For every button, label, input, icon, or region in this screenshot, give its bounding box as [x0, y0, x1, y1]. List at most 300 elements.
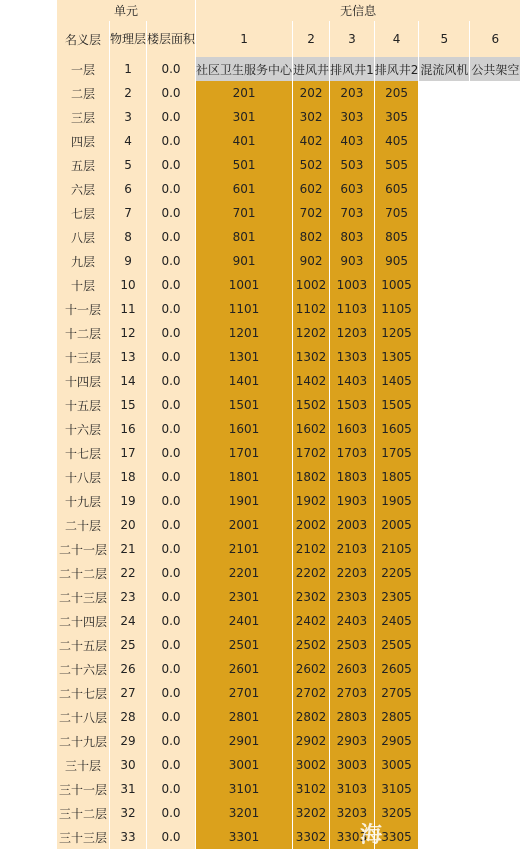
floor-area: 0.0 [147, 729, 195, 753]
floor-physical: 14 [110, 369, 146, 393]
empty-cell [419, 369, 469, 393]
empty-cell [419, 153, 469, 177]
room-cell[interactable]: 1005 [375, 273, 419, 297]
floor-name: 二十六层 [57, 657, 109, 681]
room-cell[interactable]: 1203 [330, 321, 374, 345]
empty-cell [470, 297, 520, 321]
room-cell[interactable]: 3203 [330, 801, 374, 825]
room-cell[interactable]: 1205 [375, 321, 419, 345]
empty-cell [470, 729, 520, 753]
empty-cell [419, 753, 469, 777]
room-cell[interactable]: 3001 [196, 753, 292, 777]
table-row [57, 249, 520, 273]
room-cell[interactable]: 701 [196, 201, 292, 225]
floor-name: 十层 [57, 273, 109, 297]
room-cell[interactable]: 2203 [330, 561, 374, 585]
floor-name: 二十八层 [57, 705, 109, 729]
room-cell[interactable]: 803 [330, 225, 374, 249]
room-cell[interactable]: 2701 [196, 681, 292, 705]
floor-name: 十四层 [57, 369, 109, 393]
room-cell[interactable]: 1505 [375, 393, 419, 417]
floor-physical: 32 [110, 801, 146, 825]
floor-area: 0.0 [147, 297, 195, 321]
room-cell[interactable]: 1905 [375, 489, 419, 513]
room-col-header: 1 [196, 21, 292, 57]
empty-cell [419, 249, 469, 273]
floor-physical: 1 [110, 57, 146, 81]
floor-physical: 31 [110, 777, 146, 801]
empty-cell [470, 417, 520, 441]
room-cell[interactable]: 1103 [330, 297, 374, 321]
empty-cell [419, 633, 469, 657]
room-cell[interactable]: 805 [375, 225, 419, 249]
floor-name: 二十三层 [57, 585, 109, 609]
floor-name: 二十层 [57, 513, 109, 537]
room-cell[interactable]: 3105 [375, 777, 419, 801]
floor-name: 五层 [57, 153, 109, 177]
room-cell[interactable]: 1305 [375, 345, 419, 369]
empty-cell [419, 705, 469, 729]
room-cell[interactable]: 3301 [196, 825, 292, 849]
floor-physical: 5 [110, 153, 146, 177]
room-cell[interactable]: 201 [196, 81, 292, 105]
floor-area: 0.0 [147, 489, 195, 513]
room-cell[interactable]: 1903 [330, 489, 374, 513]
empty-cell [470, 441, 520, 465]
room-cell[interactable]: 公共架空 [470, 57, 520, 81]
empty-cell [470, 585, 520, 609]
table-row [57, 57, 520, 81]
table-row [57, 801, 520, 825]
room-cell[interactable]: 2003 [330, 513, 374, 537]
room-cell[interactable]: 1902 [293, 489, 329, 513]
empty-cell [419, 681, 469, 705]
room-cell[interactable]: 2602 [293, 657, 329, 681]
room-cell[interactable]: 2502 [293, 633, 329, 657]
room-cell[interactable]: 403 [330, 129, 374, 153]
floor-area: 0.0 [147, 657, 195, 681]
floor-name: 十六层 [57, 417, 109, 441]
floor-area: 0.0 [147, 57, 195, 81]
room-cell[interactable]: 2505 [375, 633, 419, 657]
room-cell[interactable]: 605 [375, 177, 419, 201]
floor-area: 0.0 [147, 393, 195, 417]
room-cell[interactable]: 3003 [330, 753, 374, 777]
floor-area: 0.0 [147, 417, 195, 441]
empty-cell [470, 105, 520, 129]
floor-physical: 15 [110, 393, 146, 417]
floor-area: 0.0 [147, 825, 195, 849]
floor-physical: 12 [110, 321, 146, 345]
empty-cell [470, 561, 520, 585]
room-cell[interactable]: 1501 [196, 393, 292, 417]
empty-cell [470, 609, 520, 633]
room-cell[interactable]: 1701 [196, 441, 292, 465]
table-row [57, 81, 520, 105]
room-cell[interactable]: 1201 [196, 321, 292, 345]
room-cell[interactable]: 1105 [375, 297, 419, 321]
empty-cell [470, 681, 520, 705]
room-cell[interactable]: 801 [196, 225, 292, 249]
room-cell[interactable]: 1602 [293, 417, 329, 441]
floor-name: 三十一层 [57, 777, 109, 801]
room-cell[interactable]: 排风井2 [375, 57, 419, 81]
room-cell[interactable]: 1901 [196, 489, 292, 513]
floor-name: 十二层 [57, 321, 109, 345]
empty-cell [470, 513, 520, 537]
room-cell[interactable]: 205 [375, 81, 419, 105]
unit-group-header: 单元 [57, 0, 195, 21]
table-row [57, 753, 520, 777]
empty-cell [419, 801, 469, 825]
room-cell[interactable]: 303 [330, 105, 374, 129]
room-cell[interactable]: 601 [196, 177, 292, 201]
floor-area: 0.0 [147, 801, 195, 825]
floor-physical: 21 [110, 537, 146, 561]
floor-physical: 9 [110, 249, 146, 273]
table-row [57, 825, 520, 849]
room-cell[interactable]: 1001 [196, 273, 292, 297]
floor-physical: 10 [110, 273, 146, 297]
floor-name: 二层 [57, 81, 109, 105]
room-cell[interactable]: 1302 [293, 345, 329, 369]
empty-cell [419, 825, 469, 849]
room-cell[interactable]: 2705 [375, 681, 419, 705]
room-cell[interactable]: 3002 [293, 753, 329, 777]
room-cell[interactable]: 901 [196, 249, 292, 273]
room-cell[interactable]: 2503 [330, 633, 374, 657]
physical-floor-header: 物理层 [110, 21, 146, 57]
empty-cell [470, 657, 520, 681]
floor-physical: 4 [110, 129, 146, 153]
watermark: 海 [360, 823, 385, 848]
room-col-header: 2 [293, 21, 329, 57]
floor-area: 0.0 [147, 633, 195, 657]
room-cell[interactable]: 2001 [196, 513, 292, 537]
empty-cell [470, 369, 520, 393]
empty-cell [419, 105, 469, 129]
room-cell[interactable]: 2901 [196, 729, 292, 753]
floor-name: 六层 [57, 177, 109, 201]
room-cell[interactable]: 1803 [330, 465, 374, 489]
room-cell[interactable]: 405 [375, 129, 419, 153]
floor-name: 十三层 [57, 345, 109, 369]
floor-area: 0.0 [147, 777, 195, 801]
empty-cell [470, 321, 520, 345]
room-cell[interactable]: 1605 [375, 417, 419, 441]
empty-cell [419, 513, 469, 537]
room-cell[interactable]: 2302 [293, 585, 329, 609]
floor-area: 0.0 [147, 225, 195, 249]
room-cell[interactable]: 1303 [330, 345, 374, 369]
room-cell[interactable]: 2903 [330, 729, 374, 753]
room-cell[interactable]: 1003 [330, 273, 374, 297]
floor-name: 二十一层 [57, 537, 109, 561]
room-cell[interactable]: 2202 [293, 561, 329, 585]
floor-area: 0.0 [147, 345, 195, 369]
floor-physical: 24 [110, 609, 146, 633]
room-cell[interactable]: 1502 [293, 393, 329, 417]
empty-cell [419, 297, 469, 321]
room-cell[interactable]: 2601 [196, 657, 292, 681]
empty-cell [470, 129, 520, 153]
room-cell[interactable]: 2303 [330, 585, 374, 609]
room-cell[interactable]: 2005 [375, 513, 419, 537]
floor-area: 0.0 [147, 609, 195, 633]
table-row [57, 633, 520, 657]
room-cell[interactable]: 3103 [330, 777, 374, 801]
room-cell[interactable]: 2101 [196, 537, 292, 561]
table-row [57, 297, 520, 321]
room-cell[interactable]: 2803 [330, 705, 374, 729]
room-cell[interactable]: 2605 [375, 657, 419, 681]
floor-name: 十九层 [57, 489, 109, 513]
room-cell[interactable]: 混流风机 [419, 57, 469, 81]
empty-cell [419, 609, 469, 633]
room-cell[interactable]: 202 [293, 81, 329, 105]
floor-physical: 33 [110, 825, 146, 849]
room-cell[interactable]: 3305 [375, 825, 419, 849]
room-cell[interactable]: 2603 [330, 657, 374, 681]
room-cell[interactable]: 2002 [293, 513, 329, 537]
room-cell[interactable]: 1603 [330, 417, 374, 441]
floor-physical: 11 [110, 297, 146, 321]
room-cell[interactable]: 2102 [293, 537, 329, 561]
table-row [57, 345, 520, 369]
empty-cell [419, 489, 469, 513]
room-cell[interactable]: 2405 [375, 609, 419, 633]
floor-area: 0.0 [147, 105, 195, 129]
room-cell[interactable]: 2305 [375, 585, 419, 609]
table-row [57, 465, 520, 489]
floor-physical: 13 [110, 345, 146, 369]
empty-cell [470, 177, 520, 201]
floor-name: 一层 [57, 57, 109, 81]
floor-physical: 23 [110, 585, 146, 609]
empty-cell [419, 81, 469, 105]
room-cell[interactable]: 1202 [293, 321, 329, 345]
room-cell[interactable]: 2201 [196, 561, 292, 585]
floor-area: 0.0 [147, 153, 195, 177]
room-cell[interactable]: 3303 [330, 825, 374, 849]
room-cell[interactable]: 1702 [293, 441, 329, 465]
table-row [57, 489, 520, 513]
table-row [57, 705, 520, 729]
room-cell[interactable]: 602 [293, 177, 329, 201]
room-cell[interactable]: 305 [375, 105, 419, 129]
room-cell[interactable]: 1601 [196, 417, 292, 441]
floor-area: 0.0 [147, 705, 195, 729]
room-cell[interactable]: 1401 [196, 369, 292, 393]
room-cell[interactable]: 3201 [196, 801, 292, 825]
floor-name: 三层 [57, 105, 109, 129]
room-cell[interactable]: 3102 [293, 777, 329, 801]
floor-physical: 26 [110, 657, 146, 681]
room-cell[interactable]: 402 [293, 129, 329, 153]
empty-cell [419, 441, 469, 465]
table-row [57, 321, 520, 345]
empty-cell [419, 393, 469, 417]
room-col-header: 6 [470, 21, 520, 57]
room-cell[interactable]: 社区卫生服务中心 [196, 57, 292, 81]
floor-name: 三十三层 [57, 825, 109, 849]
table-row [57, 201, 520, 225]
table-row [57, 393, 520, 417]
room-cell[interactable]: 1102 [293, 297, 329, 321]
floor-physical: 17 [110, 441, 146, 465]
floor-physical: 3 [110, 105, 146, 129]
table-row [57, 585, 520, 609]
floor-area: 0.0 [147, 465, 195, 489]
floor-name: 三十层 [57, 753, 109, 777]
room-cell[interactable]: 1802 [293, 465, 329, 489]
empty-cell [419, 657, 469, 681]
room-cell[interactable]: 2103 [330, 537, 374, 561]
empty-cell [470, 153, 520, 177]
table-row [57, 441, 520, 465]
floor-physical: 8 [110, 225, 146, 249]
floor-physical: 30 [110, 753, 146, 777]
empty-cell [419, 561, 469, 585]
empty-cell [470, 465, 520, 489]
room-cell[interactable]: 3205 [375, 801, 419, 825]
floor-area: 0.0 [147, 249, 195, 273]
floor-physical: 27 [110, 681, 146, 705]
room-cell[interactable]: 1801 [196, 465, 292, 489]
room-cell[interactable]: 1403 [330, 369, 374, 393]
room-cell[interactable]: 2702 [293, 681, 329, 705]
room-cell[interactable]: 2703 [330, 681, 374, 705]
floor-physical: 22 [110, 561, 146, 585]
floor-physical: 29 [110, 729, 146, 753]
room-cell[interactable]: 2801 [196, 705, 292, 729]
floor-area: 0.0 [147, 129, 195, 153]
room-cell[interactable]: 2802 [293, 705, 329, 729]
room-cell[interactable]: 2205 [375, 561, 419, 585]
room-cell[interactable]: 1101 [196, 297, 292, 321]
floor-name: 八层 [57, 225, 109, 249]
floor-name: 十一层 [57, 297, 109, 321]
room-cell[interactable]: 2401 [196, 609, 292, 633]
floor-area-header: 楼层面积 [147, 21, 195, 57]
room-col-header: 4 [375, 21, 419, 57]
floor-name: 十八层 [57, 465, 109, 489]
floor-plan-table [56, 0, 521, 849]
room-cell[interactable]: 2301 [196, 585, 292, 609]
room-cell[interactable]: 2805 [375, 705, 419, 729]
floor-name: 九层 [57, 249, 109, 273]
table-row [57, 729, 520, 753]
room-cell[interactable]: 902 [293, 249, 329, 273]
table-row [57, 537, 520, 561]
room-cell[interactable]: 进风井 [293, 57, 329, 81]
room-cell[interactable]: 703 [330, 201, 374, 225]
room-cell[interactable]: 603 [330, 177, 374, 201]
nominal-floor-header: 名义层 [57, 21, 109, 57]
room-cell[interactable]: 1705 [375, 441, 419, 465]
empty-cell [419, 537, 469, 561]
empty-cell [470, 537, 520, 561]
empty-cell [470, 345, 520, 369]
room-cell[interactable]: 3005 [375, 753, 419, 777]
room-cell[interactable]: 排风井1 [330, 57, 374, 81]
empty-cell [470, 753, 520, 777]
table-row [57, 609, 520, 633]
room-cell[interactable]: 1703 [330, 441, 374, 465]
room-cell[interactable]: 1805 [375, 465, 419, 489]
table-row [57, 417, 520, 441]
room-cell[interactable]: 802 [293, 225, 329, 249]
room-cell[interactable]: 903 [330, 249, 374, 273]
room-cell[interactable]: 1002 [293, 273, 329, 297]
room-cell[interactable]: 2105 [375, 537, 419, 561]
floor-area: 0.0 [147, 441, 195, 465]
table-row [57, 369, 520, 393]
room-cell[interactable]: 3101 [196, 777, 292, 801]
empty-cell [470, 633, 520, 657]
empty-cell [419, 201, 469, 225]
floor-area: 0.0 [147, 753, 195, 777]
floor-area: 0.0 [147, 321, 195, 345]
room-cell[interactable]: 2403 [330, 609, 374, 633]
empty-cell [419, 273, 469, 297]
table-row [57, 777, 520, 801]
room-cell[interactable]: 3202 [293, 801, 329, 825]
info-group-header: 无信息 [196, 0, 520, 21]
empty-cell [419, 729, 469, 753]
room-cell[interactable]: 301 [196, 105, 292, 129]
table-row [57, 681, 520, 705]
room-cell[interactable]: 302 [293, 105, 329, 129]
room-cell[interactable]: 702 [293, 201, 329, 225]
room-cell[interactable]: 1405 [375, 369, 419, 393]
room-cell[interactable]: 3302 [293, 825, 329, 849]
table-row [57, 273, 520, 297]
table-row [57, 225, 520, 249]
floor-area: 0.0 [147, 201, 195, 225]
room-cell[interactable]: 1503 [330, 393, 374, 417]
room-cell[interactable]: 2905 [375, 729, 419, 753]
empty-cell [419, 465, 469, 489]
floor-physical: 7 [110, 201, 146, 225]
floor-physical: 25 [110, 633, 146, 657]
room-cell[interactable]: 1301 [196, 345, 292, 369]
room-cell[interactable]: 503 [330, 153, 374, 177]
room-cell[interactable]: 2902 [293, 729, 329, 753]
floor-area: 0.0 [147, 81, 195, 105]
room-cell[interactable]: 2501 [196, 633, 292, 657]
room-cell[interactable]: 502 [293, 153, 329, 177]
room-cell[interactable]: 1402 [293, 369, 329, 393]
empty-cell [470, 801, 520, 825]
floor-physical: 20 [110, 513, 146, 537]
floor-physical: 28 [110, 705, 146, 729]
floor-name: 十七层 [57, 441, 109, 465]
room-cell[interactable]: 501 [196, 153, 292, 177]
room-cell[interactable]: 505 [375, 153, 419, 177]
room-cell[interactable]: 905 [375, 249, 419, 273]
room-cell[interactable]: 203 [330, 81, 374, 105]
empty-cell [470, 393, 520, 417]
room-cell[interactable]: 705 [375, 201, 419, 225]
floor-name: 二十五层 [57, 633, 109, 657]
floor-area: 0.0 [147, 273, 195, 297]
table-row [57, 657, 520, 681]
empty-cell [470, 201, 520, 225]
room-cell[interactable]: 2402 [293, 609, 329, 633]
floor-name: 二十四层 [57, 609, 109, 633]
room-cell[interactable]: 401 [196, 129, 292, 153]
